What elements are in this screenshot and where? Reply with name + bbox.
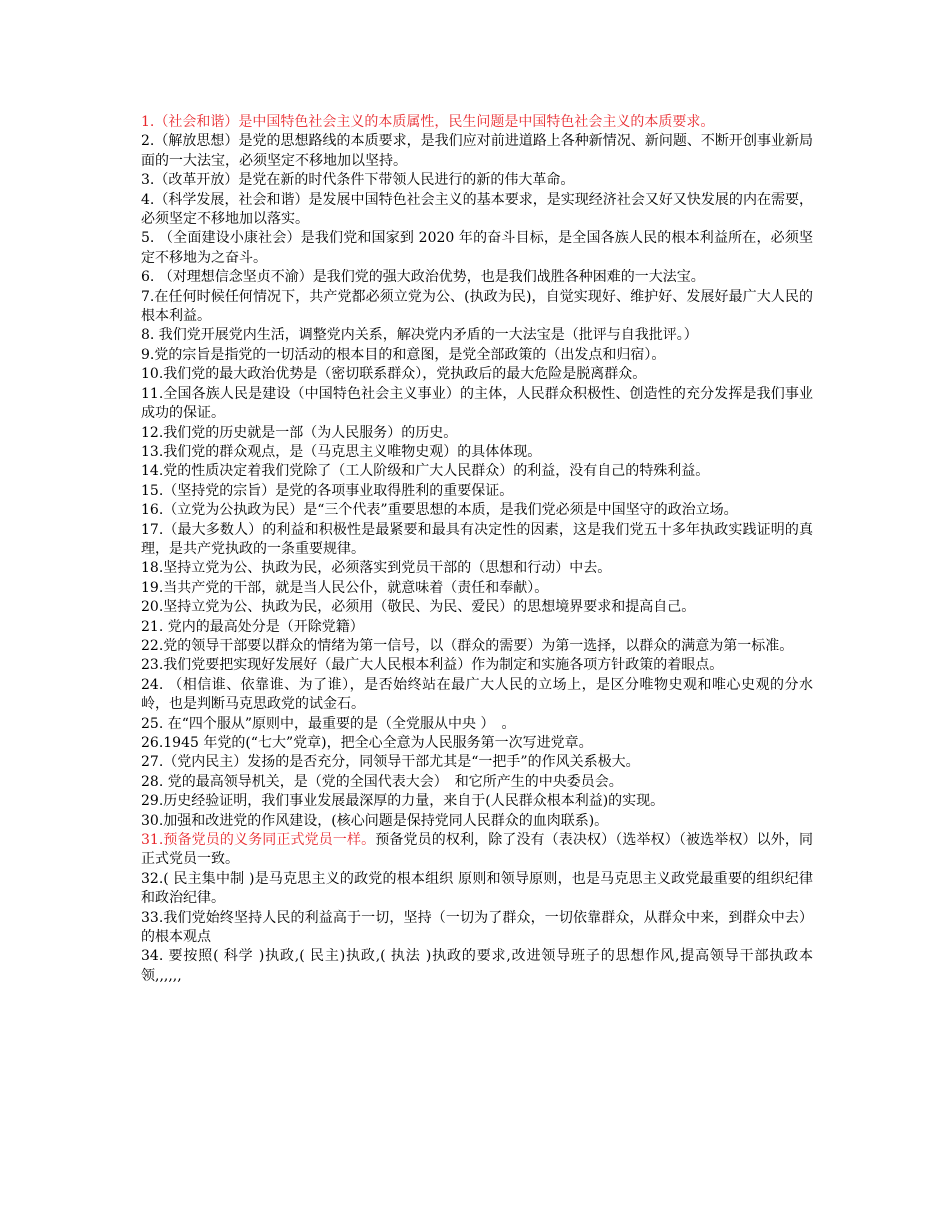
item-text: 25. 在“四个服从”原则中，最重要的是（全党服从中央 ） 。 — [141, 715, 516, 732]
list-item — [141, 812, 813, 831]
list-item — [141, 870, 813, 909]
list-item — [141, 288, 813, 327]
item-text: 14.党的性质决定着我们党除了（工人阶级和广大人民群众）的利益，没有自己的特殊利益。 — [141, 463, 710, 480]
item-text: 预备党员的权利，除了没有（表决权）（选举权）（被选举权）以外，同正式党员一致。 — [141, 832, 813, 868]
list-item — [141, 191, 813, 230]
list-item — [141, 637, 813, 656]
list-item — [141, 443, 813, 462]
item-text: 21. 党内的最高处分是（开除党籍） — [141, 618, 364, 635]
list-item — [141, 482, 813, 501]
item-text: 26.1945 年党的(“七大”党章)，把全心全意为人民服务第一次写进党章。 — [141, 735, 593, 751]
item-text: 8. 我们党开展党内生活，调整党内关系，解决党内矛盾的一大法宝是（批评与自我批评。） — [141, 327, 698, 344]
list-item — [141, 579, 813, 598]
list-item — [141, 268, 813, 287]
list-item — [141, 909, 813, 948]
item-text: 9.党的宗旨是指党的一切活动的根本目的和意图，是党全部政策的（出发点和归宿）。 — [141, 346, 666, 363]
item-text: 12.我们党的历史就是一部（为人民服务）的历史。 — [141, 424, 458, 441]
item-text: 34. 要按照( 科学 )执政,( 民主)执政,( 执法 )执政的要求,改进领导班子的思想作风,提高领导干部执政本领,,,,,, — [141, 948, 813, 984]
list-item — [141, 734, 813, 753]
list-item — [141, 365, 813, 384]
list-item — [141, 656, 813, 675]
list-item — [141, 462, 813, 481]
list-item — [141, 501, 813, 520]
item-text: 32.( 民主集中制 )是马克思主义的政党的根本组织 原则和领导原则，也是马克思主义政党最重要的组织纪律和政治纪律。 — [141, 870, 813, 907]
list-item — [141, 424, 813, 443]
list-item — [141, 171, 813, 190]
item-text: 5. （全面建设小康社会）是我们党和国家到 2020 年的奋斗目标，是全国各族人民的根本利益所在，必须坚定不移地为之奋斗。 — [141, 230, 813, 266]
item-text: 29.历史经验证明，我们事业发展最深厚的力量，来自于(人民群众根本利益)的实现。 — [141, 793, 665, 810]
list-item — [141, 559, 813, 578]
highlighted-text: 1.（社会和谐）是中国特色社会主义的本质属性，民生问题是中国特色社会主义的本质要求。 — [141, 114, 715, 130]
list-item — [141, 229, 813, 268]
list-item — [141, 598, 813, 617]
item-text: 2.（解放思想）是党的思想路线的本质要求，是我们应对前进道路上各种新情况、新问题、不断开创事业新局面的一大法宝，必须坚定不移地加以坚持。 — [141, 133, 813, 169]
list-item — [141, 773, 813, 792]
item-text: 11.全国各族人民是建设（中国特色社会主义事业）的主体，人民群众积极性、创造性的充分发挥是我们事业成功的保证。 — [141, 385, 813, 422]
item-text: 20.坚持立党为公、执政为民，必须用（敬民、为民、爱民）的思想境界要求和提高自己。 — [141, 599, 696, 616]
list-item — [141, 947, 813, 986]
list-item — [141, 113, 813, 132]
item-text: 13.我们党的群众观点，是（马克思主义唯物史观）的具体体现。 — [141, 443, 542, 460]
list-item — [141, 618, 813, 637]
item-text: 4.（科学发展，社会和谐）是发展中国特色社会主义的基本要求，是实现经济社会又好又快发展的内在需要，必须坚定不移地加以落实。 — [141, 191, 813, 228]
item-text: 7.在任何时候任何情况下，共产党都必须立党为公、(执政为民)，自觉实现好、维护好、发展好最广大人民的根本利益。 — [141, 288, 813, 325]
item-text: 18.坚持立党为公、执政为民，必须落实到党员干部的（思想和行动）中去。 — [141, 560, 612, 577]
list-item — [141, 792, 813, 811]
list-item — [141, 676, 813, 715]
item-text: 23.我们党要把实现好发展好（最广大人民根本利益）作为制定和实施各项方针政策的着眼点。 — [141, 657, 724, 674]
item-text: 15.（坚持党的宗旨）是党的各项事业取得胜利的重要保证。 — [141, 482, 514, 499]
list-item — [141, 715, 813, 734]
document-body — [141, 113, 813, 986]
item-text: 16.（立党为公执政为民）是“三个代表”重要思想的本质，是我们党必须是中国坚守的政治立场。 — [141, 502, 738, 519]
list-item — [141, 326, 813, 345]
item-text: 6. （对理想信念坚贞不渝）是我们党的强大政治优势，也是我们战胜各种困难的一大法宝。 — [141, 269, 705, 286]
item-text: 17.（最大多数人）的利益和积极性是最紧要和最具有决定性的因素，这是我们党五十多年执政实践证明的真理，是共产党执政的一条重要规律。 — [141, 521, 813, 557]
list-item — [141, 521, 813, 560]
highlighted-text: 31.预备党员的义务同正式党员一样。 — [141, 832, 376, 849]
list-item — [141, 831, 813, 870]
item-text: 3.（改革开放）是党在新的时代条件下带领人民进行的新的伟大革命。 — [141, 172, 575, 189]
item-text: 30.加强和改进党的作风建设，(核心问题是保持党同人民群众的血肉联系)。 — [141, 812, 609, 829]
item-text: 28. 党的最高领导机关，是（党的全国代表大会） 和它所产生的中央委员会。 — [141, 773, 623, 790]
list-item — [141, 132, 813, 171]
list-item — [141, 385, 813, 424]
item-text: 22.党的领导干部要以群众的情绪为第一信号，以（群众的需要）为第一选择，以群众的满意为第一标准。 — [141, 637, 794, 654]
list-item — [141, 753, 813, 772]
item-text: 24. （相信谁、依靠谁、为了谁），是否始终站在最广大人民的立场上，是区分唯物史观和唯心史观的分水岭，也是判断马克思政党的试金石。 — [141, 676, 813, 713]
item-text: 10.我们党的最大政治优势是（密切联系群众），党执政后的最大危险是脱离群众。 — [141, 366, 647, 383]
item-text: 27.（党内民主）发扬的是否充分，同领导干部尤其是“一把手”的作风关系极大。 — [141, 754, 640, 771]
item-text: 33.我们党始终坚持人民的利益高于一切，坚持（一切为了群众，一切依靠群众，从群众中来，到群众中去）的根本观点 — [141, 909, 813, 946]
item-text: 19.当共产党的干部，就是当人民公仆，就意味着（责任和奉献）。 — [141, 579, 549, 596]
list-item — [141, 346, 813, 365]
